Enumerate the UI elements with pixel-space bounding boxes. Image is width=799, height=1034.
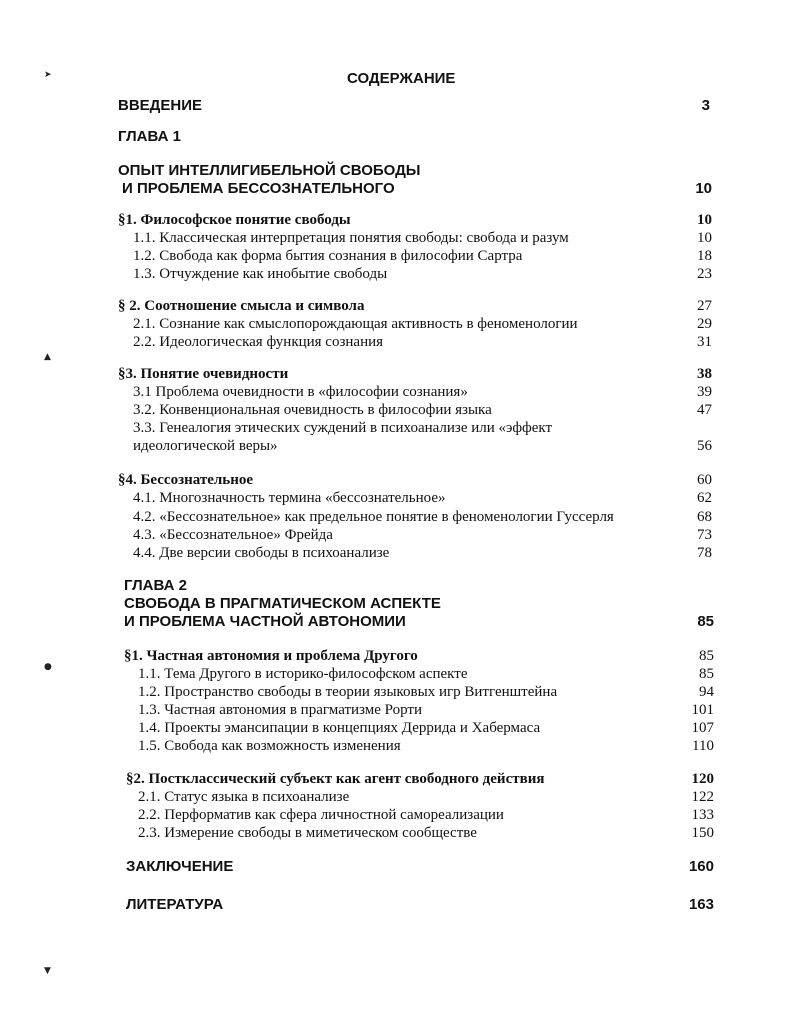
toc-item-page: 10: [697, 230, 712, 246]
toc-item-page: 39: [697, 384, 712, 400]
scan-mark: ➤: [44, 70, 52, 80]
toc-item[interactable]: 3.3. Генеалогия этических суждений в психоанализе или «эффект: [133, 420, 553, 436]
toc-item-page: 85: [699, 666, 714, 682]
literature-label[interactable]: ЛИТЕРАТУРА: [126, 896, 224, 913]
conclusion-page: 160: [688, 858, 714, 875]
chapter2-title-line1[interactable]: СВОБОДА В ПРАГМАТИЧЕСКОМ АСПЕКТЕ: [124, 595, 441, 612]
chapter1-title-line1[interactable]: ОПЫТ ИНТЕЛЛИГИБЕЛЬНОЙ СВОБОДЫ: [118, 162, 421, 179]
conclusion-label[interactable]: ЗАКЛЮЧЕНИЕ: [126, 858, 234, 875]
section-2-2[interactable]: §2. Постклассический субъект как агент свободного действия: [126, 771, 545, 787]
toc-item-page: 101: [691, 702, 714, 718]
intro-label[interactable]: ВВЕДЕНИЕ: [118, 97, 202, 114]
scan-mark: ▲: [44, 352, 51, 362]
toc-item-page: 150: [691, 825, 714, 841]
section-2-1[interactable]: §1. Частная автономия и проблема Другого: [124, 648, 418, 664]
toc-item-page: 56: [697, 438, 712, 454]
toc-item-page: 110: [692, 738, 714, 754]
toc-item-page: 94: [699, 684, 714, 700]
literature-page: 163: [688, 896, 714, 913]
toc-item[interactable]: 4.3. «Бессознательное» Фрейда: [133, 527, 333, 543]
toc-item[interactable]: 4.4. Две версии свободы в психоанализе: [133, 545, 390, 561]
toc-item[interactable]: 2.1. Сознание как смыслопорождающая активность в феноменологии: [133, 316, 578, 332]
section-1-4-page: 60: [697, 472, 712, 488]
chapter1-label[interactable]: ГЛАВА 1: [118, 128, 181, 145]
toc-item-page: 23: [697, 266, 712, 282]
toc-item[interactable]: 2.2. Идеологическая функция сознания: [133, 334, 384, 350]
toc-item-page: 29: [697, 316, 712, 332]
toc-item[interactable]: 1.2. Пространство свободы в теории языковых игр Витгенштейна: [138, 684, 558, 700]
toc-item-page: 133: [691, 807, 714, 823]
page-title: СОДЕРЖАНИЕ: [347, 70, 456, 87]
chapter2-title-line2[interactable]: И ПРОБЛЕМА ЧАСТНОЙ АВТОНОМИИ: [124, 613, 406, 630]
toc-item[interactable]: 1.4. Проекты эмансипации в концепциях Деррида и Хабермаса: [138, 720, 541, 736]
toc-item-page: 107: [691, 720, 714, 736]
toc-item-page: 31: [697, 334, 712, 350]
scan-mark: ▼: [44, 966, 51, 976]
toc-item[interactable]: 1.2. Свобода как форма бытия сознания в философии Сартра: [133, 248, 523, 264]
toc-item-page: 73: [697, 527, 712, 543]
toc-item[interactable]: 1.3. Отчуждение как инобытие свободы: [133, 266, 388, 282]
toc-item[interactable]: 2.1. Статус языка в психоанализе: [138, 789, 350, 805]
toc-item-page: 68: [697, 509, 712, 525]
chapter2-page: 85: [697, 613, 714, 630]
toc-item[interactable]: 1.3. Частная автономия в прагматизме Рорти: [138, 702, 423, 718]
toc-item-continuation[interactable]: идеологической веры»: [133, 438, 278, 454]
toc-item-page: 78: [697, 545, 712, 561]
chapter1-page: 10: [695, 180, 712, 197]
section-2-1-page: 85: [699, 648, 714, 664]
intro-page: 3: [701, 97, 710, 114]
chapter1-title-line2[interactable]: И ПРОБЛЕМА БЕССОЗНАТЕЛЬНОГО: [122, 180, 395, 197]
section-1-1-page: 10: [697, 212, 712, 228]
scan-mark: ●: [44, 662, 52, 672]
toc-item[interactable]: 3.2. Конвенциональная очевидность в философии языка: [133, 402, 492, 418]
section-1-2[interactable]: § 2. Соотношение смысла и символа: [118, 298, 365, 314]
toc-item[interactable]: 4.1. Многозначность термина «бессознательное»: [133, 490, 446, 506]
section-1-2-page: 27: [697, 298, 712, 314]
toc-item-page: 47: [697, 402, 712, 418]
section-1-3[interactable]: §3. Понятие очевидности: [118, 366, 289, 382]
section-1-3-page: 38: [697, 366, 712, 382]
toc-item-page: 18: [697, 248, 712, 264]
toc-item-page: 122: [691, 789, 714, 805]
chapter2-label[interactable]: ГЛАВА 2: [124, 577, 187, 594]
toc-item[interactable]: 1.1. Тема Другого в историко-философском аспекте: [138, 666, 468, 682]
toc-item[interactable]: 2.2. Перформатив как сфера личностной самореализации: [138, 807, 504, 823]
section-2-2-page: 120: [691, 771, 714, 787]
toc-item[interactable]: 2.3. Измерение свободы в миметическом сообществе: [138, 825, 477, 841]
toc-item[interactable]: 4.2. «Бессознательное» как предельное понятие в феноменологии Гуссерля: [133, 509, 614, 525]
section-1-1[interactable]: §1. Философское понятие свободы: [118, 212, 351, 228]
toc-item[interactable]: 1.5. Свобода как возможность изменения: [138, 738, 401, 754]
toc-item[interactable]: 1.1. Классическая интерпретация понятия свободы: свобода и разум: [133, 230, 569, 246]
section-1-4[interactable]: §4. Бессознательное: [118, 472, 254, 488]
toc-item-page: 62: [697, 490, 712, 506]
toc-item[interactable]: 3.1 Проблема очевидности в «философии сознания»: [133, 384, 468, 400]
